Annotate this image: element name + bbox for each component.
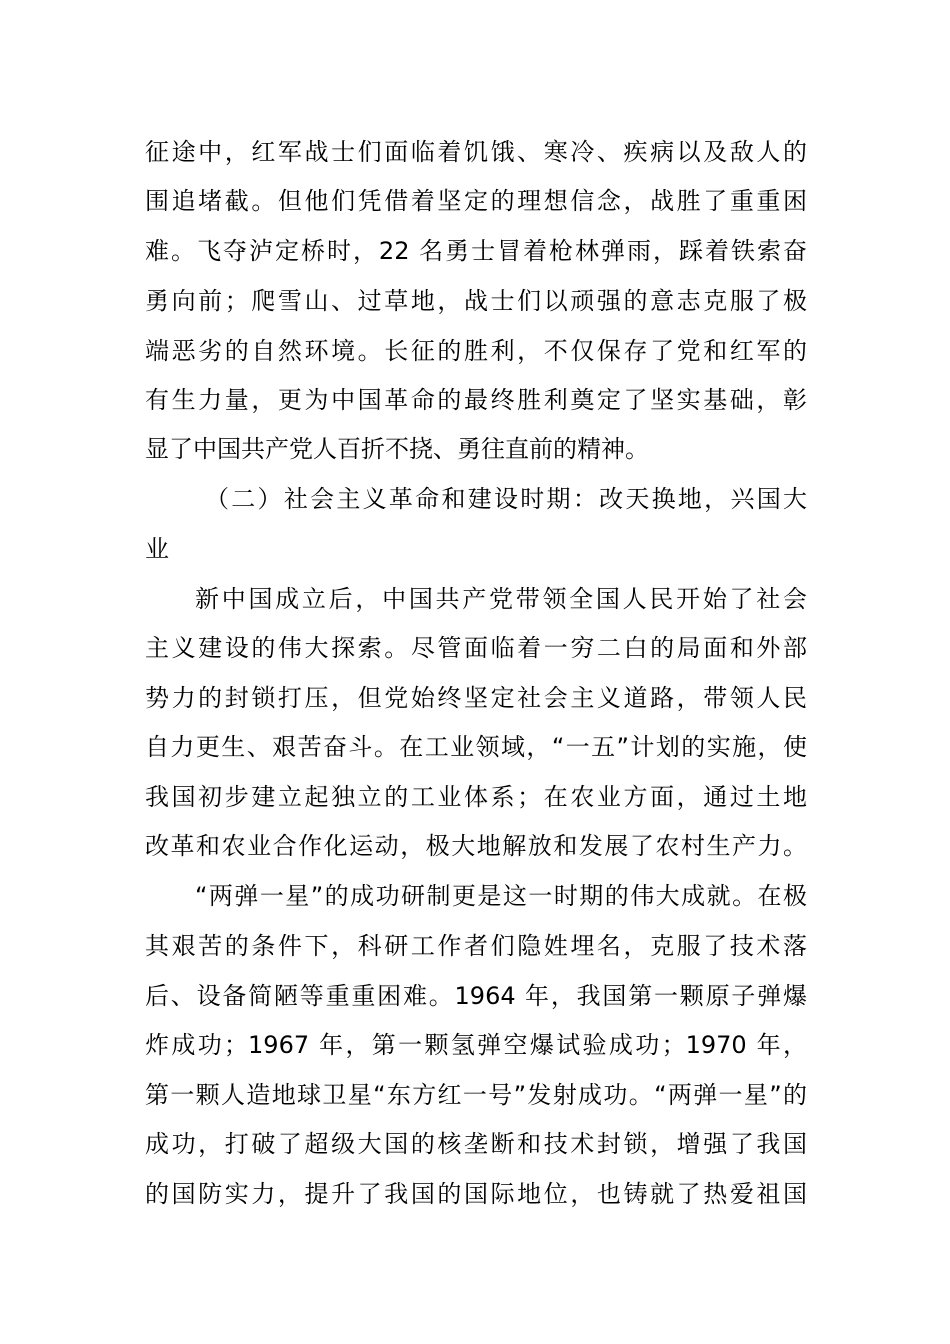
paragraph-2-line-6: 改革和农业合作化运动，极大地解放和发展了农村生产力。 bbox=[145, 832, 807, 860]
paragraph-2-line-5: 我国初步建立起独立的工业体系；在农业方面，通过土地 bbox=[145, 783, 807, 811]
paragraph-1-line-4: 勇向前；爬雪山、过草地，战士们以顽强的意志克服了极 bbox=[145, 287, 807, 315]
paragraph-1-line-7: 显了中国共产党人百折不挠、勇往直前的精神。 bbox=[145, 435, 649, 463]
paragraph-1-line-6: 有生力量，更为中国革命的最终胜利奠定了坚实基础，彰 bbox=[145, 386, 807, 414]
paragraph-3-line-5: 第一颗人造地球卫星“东方红一号”发射成功。“两弹一星”的 bbox=[145, 1081, 807, 1109]
paragraph-2-line-1: 新中国成立后，中国共产党带领全国人民开始了社会 bbox=[195, 585, 807, 613]
paragraph-1-line-5: 端恶劣的自然环境。长征的胜利，不仅保存了党和红军的 bbox=[145, 337, 807, 365]
section-heading-line-2: 业 bbox=[145, 535, 169, 563]
paragraph-1-line-3: 难。飞夺泸定桥时，22 名勇士冒着枪林弹雨，踩着铁索奋 bbox=[145, 237, 807, 265]
paragraph-2-line-3: 势力的封锁打压，但党始终坚定社会主义道路，带领人民 bbox=[145, 684, 807, 712]
paragraph-3-line-2: 其艰苦的条件下，科研工作者们隐姓埋名，克服了技术落 bbox=[145, 932, 807, 960]
paragraph-3-line-3: 后、设备简陋等重重困难。1964 年，我国第一颗原子弹爆 bbox=[145, 982, 807, 1010]
section-heading-line-1: （二）社会主义革命和建设时期：改天换地，兴国大 bbox=[205, 485, 807, 513]
paragraph-1-line-2: 围追堵截。但他们凭借着坚定的理想信念，战胜了重重困 bbox=[145, 187, 807, 215]
paragraph-3-line-1: “两弹一星”的成功研制更是这一时期的伟大成就。在极 bbox=[195, 882, 807, 910]
paragraph-3-line-4: 炸成功；1967 年，第一颗氢弹空爆试验成功；1970 年， bbox=[145, 1031, 807, 1059]
paragraph-3-line-7: 的国防实力，提升了我国的国际地位，也铸就了热爱祖国 bbox=[145, 1180, 807, 1208]
paragraph-2-line-4: 自力更生、艰苦奋斗。在工业领域，“一五”计划的实施，使 bbox=[145, 733, 807, 761]
paragraph-2-line-2: 主义建设的伟大探索。尽管面临着一穷二白的局面和外部 bbox=[145, 634, 807, 662]
paragraph-1-line-1: 征途中，红军战士们面临着饥饿、寒冷、疾病以及敌人的 bbox=[145, 138, 807, 166]
paragraph-3-line-6: 成功，打破了超级大国的核垄断和技术封锁，增强了我国 bbox=[145, 1130, 807, 1158]
